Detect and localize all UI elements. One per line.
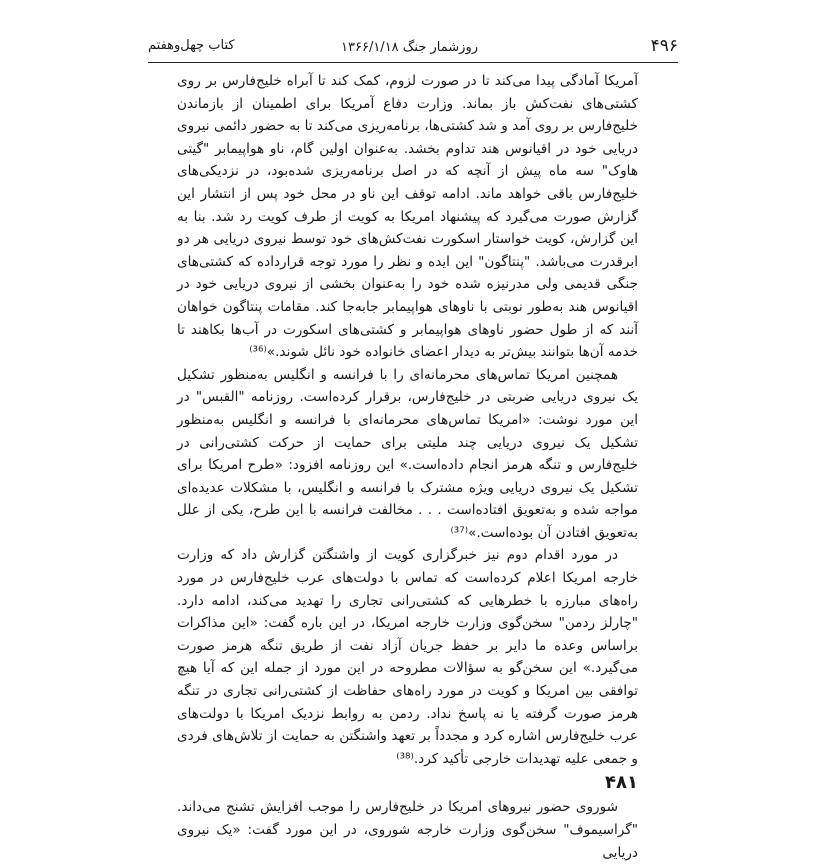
page-header [148, 36, 678, 62]
paragraph-2: همچنین امریکا تماس‌های محرمانه‌ای را با فرانسه و انگلیس به‌منظور تشکیل یک نیروی دریایی ضربتی در خلیج‌فارس، برقرار کرده‌است. روزنامه "القبس" در این مورد نوشت: «امریکا تماس‌های محرمانه‌ای با فرانسه و انگلیس به‌منظور تشکیل یک نیروی دریایی چند ملیتی برای حمایت از حرکت کشتی‌رانی در خلیج‌فارس و تنگه هرمز انجام داده‌است.» این روزنامه افزود: «طرح امریکا برای تشکیل یک نیروی دریایی ویژه مشترک با فرانسه و انگلیس، با مشکلات عدیده‌ای مواجه شده و به‌تعویق افتاده‌است . . . مخالفت فرانسه با این طرح، یکی از علل به‌تعویق افتادن آن بوده‌است.»⁽³⁷⁾ [177, 366, 638, 541]
book-title: کتاب چهل‌وهفتم [148, 38, 235, 53]
document-body [177, 70, 638, 864]
page-number: ۴۹۶ [650, 36, 678, 56]
paragraph-3: در مورد اقدام دوم نیز خبرگزاری کویت از واشنگتن گزارش داد که وزارت خارجه امریکا اعلام کرده‌است که تماس با دولت‌های عرب خلیج‌فارس در مورد راه‌های مبارزه با خطرهایی که کشتی‌رانی تجاری را تهدید می‌کند، ادامه دارد. "چارلز ردمن" سخن‌گوی وزارت خارجه امریکا، در این باره گفت: «این مذاکرات براساس وعده ما دایر بر حفظ جریان آزاد نفت از طریق تنگه هرمز صورت می‌گیرد.» این سخن‌گو به سؤالات مطروحه در این مورد از جمله این که آیا هیچ توافقی بین امریکا و کویت در مورد راه‌های حفاظت از کشتی‌رانی تجاری در تنگه هرمز صورت گرفته یا نه پاسخ نداد. ردمن به روابط نزدیک امریکا با دولت‌های عرب خلیج‌فارس اشاره کرد و مجدداً بر تعهد واشنگتن به حمایت از تلاش‌های فردی و جمعی علیه تهدیدات خارجی تأکید کرد.⁽³⁸⁾ [177, 547, 638, 767]
paragraph-1: آمریکا آمادگی پیدا می‌کند تا در صورت لزوم، کمک کند تا آبراه خلیج‌فارس بر روی کشتی‌های نفت‌کش باز بماند. وزارت دفاع آمریکا برای اطمینان از بازماندن خلیج‌فارس بر روی آمد و شد کشتی‌ها، برنامه‌ریزی می‌کند تا به حضور دائمی نیروی دریایی خود در اقیانوس هند تداوم بخشد. به‌عنوان اولین گام، ناو هواپیمابر "گیتی هاوک" سه ماه پیش از آنچه که در اصل برنامه‌ریزی شده‌بود، در نزدیکی‌های خلیج‌فارس باقی خواهد ماند. ادامه توقف این ناو در محل خود پس از انتشار این گزارش صورت می‌گیرد که پیشنهاد امریکا به کویت از طرف کویت رد شد. بنا به این گزارش، کویت خواستار اسکورت نفت‌کش‌های خود توسط نیروی دریایی هر دو ابرقدرت می‌باشد. "پنتاگون" این ایده و نظر را مورد توجه قرارداده که کشتی‌های جنگی قدیمی ولی مدرنیزه شده خود را به‌عنوان بخشی از نیروی دریایی خود در اقیانوس هند به‌طور نوبتی با ناوهای هواپیمابر جابه‌جا کند. مقامات پنتاگون خواهان آنند که از طول حضور ناوهای هواپیمابر و کشتی‌های اسکورت در آب‌ها بکاهند تا خدمه آن‌ها بتوانند بیش‌تر به دیدار اعضای خانواده خود نائل شوند.»⁽³⁶⁾ [177, 73, 638, 361]
header-rule [148, 62, 678, 63]
final-paragraph: شوروی حضور نیروهای امریکا در خلیج‌فارس را موجب افزایش تشنج می‌داند. "گراسیموف" سخن‌گوی وزارت خارجه شوروی، در این مورد گفت: «یک نیروی دریایی [177, 799, 638, 861]
running-title: روزشمار جنگ ۱۳۶۶/۱/۱۸ [341, 40, 478, 55]
section-number: ۴۸۱ [605, 772, 638, 794]
